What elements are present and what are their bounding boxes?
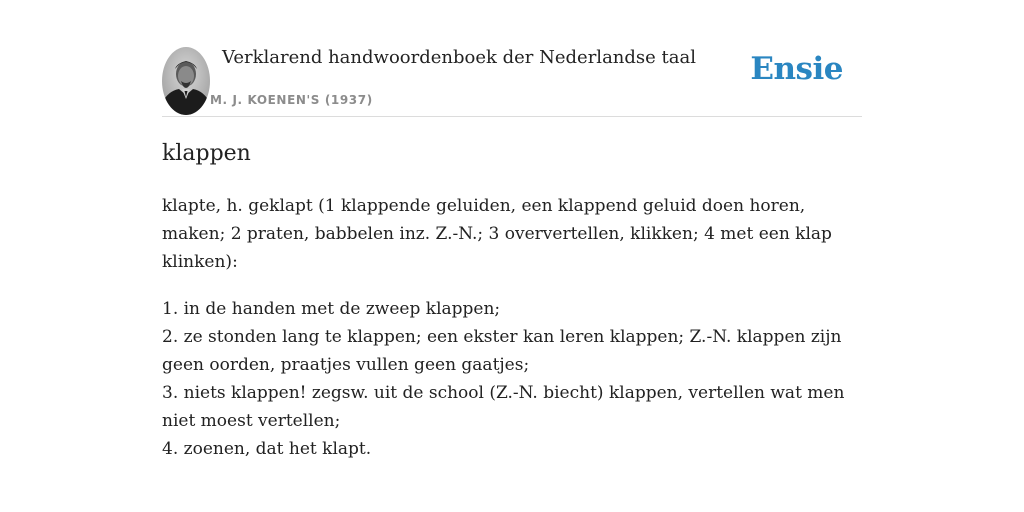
ensie-logo[interactable]: Ensie: [750, 51, 843, 87]
book-title: Verklarend handwoordenboek der Nederlandse taal: [222, 47, 696, 68]
author-name: M. J. KOENEN'S (1937): [210, 93, 373, 107]
sense-4: 4. zoenen, dat het klapt.: [162, 439, 372, 459]
definition: [162, 192, 862, 463]
author-portrait-icon: [162, 47, 210, 115]
sense-2: 2. ze stonden lang te klappen; een ekster kan leren klappen; Z.-N. klappen zijn geen oorden, praatjes vullen geen gaatjes;: [162, 327, 842, 375]
grammar-note: klapte, h. geklapt (1 klappende geluiden, een klappend geluid doen horen, maken; 2 praten, babbelen inz. Z.-N.; 3 oververtellen, klikken; 4 met een klap klinken):: [162, 196, 832, 272]
headword: klappen: [162, 141, 251, 166]
sense-3: 3. niets klappen! zegsw. uit de school (Z.-N. biecht) klappen, vertellen wat men niet moest vertellen;: [162, 383, 845, 431]
dictionary-header: [162, 0, 862, 117]
page: [162, 0, 862, 512]
sense-1: 1. in de handen met de zweep klappen;: [162, 299, 501, 319]
